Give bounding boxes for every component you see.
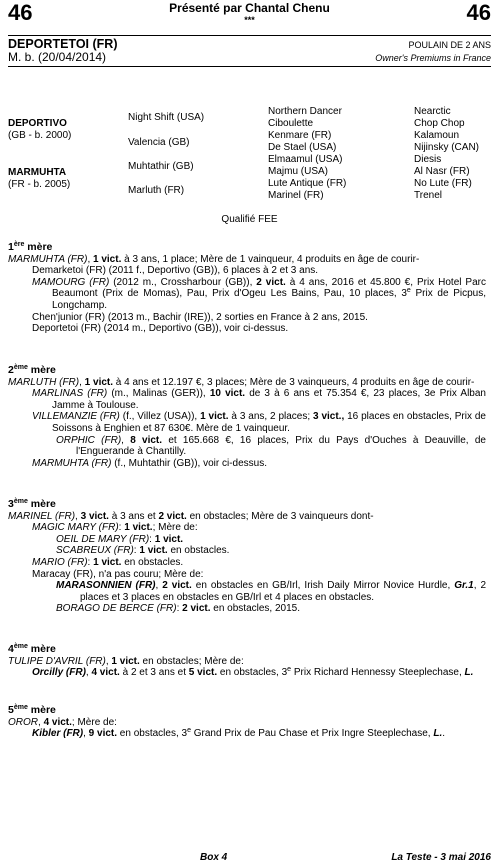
gen4-2: Chop Chop [414, 118, 465, 129]
gen4-8: Trenel [414, 190, 442, 201]
section-title [8, 242, 486, 254]
entry-text: (f., Muhtathir (GB)), voir ci-dessus. [111, 457, 268, 469]
section-third-dam [8, 499, 486, 615]
entry-text: ORPHIC (FR) [56, 434, 122, 446]
entry-text: , [155, 580, 163, 592]
produce-entry [8, 656, 486, 668]
entry-text: Kibler (FR) [32, 728, 84, 740]
entry-text: 2 vict. [256, 276, 286, 288]
entry-text: , 2 places et 3 places en obstacles en GB/Irl et 4 places en obstacles. [80, 580, 487, 603]
gen3-8: Marinel (FR) [268, 190, 324, 201]
section-ordinal: ème [13, 704, 28, 711]
entry-text: 1 vict. [124, 522, 153, 534]
entry-text: 1 vict. [154, 533, 184, 545]
gen3-7: Lute Antique (FR) [268, 178, 347, 189]
sire-name: DEPORTIVO [8, 118, 67, 129]
produce-entry [8, 254, 486, 266]
entry-text: : [118, 522, 125, 534]
produce-entry [8, 545, 486, 557]
entry-text: : [149, 533, 155, 545]
entry-text: , [38, 716, 44, 728]
entry-text: e [187, 727, 191, 735]
produce-entry [8, 458, 486, 470]
entry-text: en obstacles, 3 [117, 728, 188, 740]
entry-text: Gr.1 [454, 580, 474, 592]
gen2-1: Night Shift (USA) [128, 112, 205, 123]
gen3-1: Northern Dancer [268, 106, 342, 117]
entry-text: 1 vict. [93, 556, 122, 568]
gen4-4: Nijinsky (CAN) [414, 142, 479, 153]
produce-entry [8, 388, 486, 411]
entry-text: à 3 ans et [108, 510, 159, 522]
entry-text: à 2 et 3 ans et [119, 667, 189, 679]
section-title [8, 499, 486, 511]
entry-text: 16 places en obstacles, Prix de Soissons à Enghien et 87 630€. Mère de 1 vainqueur. [52, 411, 486, 434]
entry-text: 3 vict., [313, 411, 345, 423]
section-fourth-dam [8, 644, 486, 679]
entry-text: en obstacles en GB/Irl, Irish Daily Mirror Novice Hurdle, [191, 580, 455, 592]
entry-text: Demarketoi (FR) (2011 f., Deportivo (GB)), 6 places à 2 et 3 ans. [32, 265, 319, 277]
entry-text: OEIL DE MARY (FR) [56, 533, 150, 545]
section-number: 3 [8, 498, 14, 510]
section-number: 2 [8, 364, 14, 376]
section-number: 5 [8, 704, 14, 716]
entry-text: , [85, 667, 92, 679]
entry-text: : [133, 545, 140, 557]
entry-text: 3 vict. [80, 510, 109, 522]
entry-text: (2012 m., Crossharbour (GB)), [109, 276, 257, 288]
entry-text: , [83, 728, 89, 740]
section-number: 4 [8, 643, 14, 655]
entry-text: L. [433, 728, 443, 740]
produce-entry [8, 522, 486, 534]
section-ordinal: ème [13, 643, 28, 650]
entry-text: Prix Richard Hennessy Steeplechase, [291, 667, 465, 679]
section-ordinal: ère [13, 241, 25, 248]
entry-text: 1 vict. [93, 253, 122, 265]
entry-text: à 3 ans, 1 place; Mère de 1 vainqueur, 4 produits en âge de courir- [121, 253, 420, 265]
dam-info: (FR - b. 2005) [8, 179, 71, 190]
entry-text: 8 vict. [130, 434, 163, 446]
entry-text: de 3 à 6 ans et 75.354 €, 23 places, 3e Prix Alban Jamme à Toulouse. [52, 388, 486, 411]
entry-text: 4 vict. [43, 716, 72, 728]
section-word: mère [24, 241, 53, 253]
entry-text: : [176, 603, 183, 615]
produce-entry [8, 569, 486, 581]
entry-text: Maracay (FR), n'a pas couru; Mère de: [32, 568, 204, 580]
produce-entry [8, 377, 486, 389]
entry-text: MARMUHTA (FR) [32, 457, 112, 469]
section-ordinal: ème [13, 498, 28, 505]
entry-text: 9 vict. [88, 728, 118, 740]
entry-text: 10 vict. [209, 388, 246, 400]
gen4-5: Diesis [414, 154, 442, 165]
entry-text: BORAGO DE BERCE (FR) [56, 603, 177, 615]
entry-text: en obstacles. [121, 556, 184, 568]
sale-info: La Teste - 3 mai 2016 [391, 852, 491, 863]
produce-entry [8, 603, 486, 615]
entry-text: MAMOURG (FR) [32, 276, 110, 288]
gen4-7: No Lute (FR) [414, 178, 472, 189]
entry-text: 1 vict. [200, 411, 229, 423]
section-title [8, 365, 486, 377]
entry-text: en obstacles; Mère de 3 vainqueurs dont- [186, 510, 374, 522]
section-word: mère [27, 498, 56, 510]
entry-text: e [287, 666, 292, 674]
produce-entry [8, 511, 486, 523]
section-first-dam [8, 242, 486, 335]
section-fifth-dam [8, 705, 486, 740]
entry-text: SCABREUX (FR) [56, 545, 134, 557]
entry-text: en obstacles; Mère de: [139, 655, 244, 667]
lot-number-right: 46 [466, 0, 491, 25]
lot-number-left: 46 [8, 0, 33, 25]
produce-entry [8, 277, 486, 312]
entry-text: OROR [8, 716, 38, 728]
produce-entry [8, 717, 486, 729]
box-number: Box 4 [200, 852, 228, 863]
entry-text: en obstacles. [167, 545, 230, 557]
entry-text: Chen'junior (FR) (2013 m., Bachir (IRE)), 2 sorties en France à 2 ans, 2015. [32, 311, 368, 323]
entry-text: (f., Villez (USA)), [119, 411, 201, 423]
section-title [8, 705, 486, 717]
entry-text: : [87, 556, 94, 568]
entry-text: ; Mère de: [71, 716, 117, 728]
gen4-1: Nearctic [414, 106, 451, 117]
entry-text: e [406, 287, 411, 295]
header-bottom-rule [8, 66, 491, 67]
produce-entry [8, 534, 486, 546]
section-title [8, 644, 486, 656]
section-word: mère [27, 704, 56, 716]
entry-text: MARASONNIEN (FR) [56, 580, 156, 592]
entry-text: ; Mère de: [152, 522, 198, 534]
produce-entry [8, 580, 486, 603]
entry-text: 4 vict. [91, 667, 120, 679]
entry-text: 1 vict. [84, 376, 114, 388]
entry-text: et 165.668 €, 16 places, Prix du Pays d'Ouches à Deauville, de l'Enguerande à Chantilly. [76, 434, 486, 458]
entry-text: MARLUTH (FR) [8, 376, 80, 388]
gen2-3: Muhtathir (GB) [128, 161, 194, 172]
entry-text: Grand Prix de Pau Chase et Prix Ingre Steeplechase, [190, 728, 434, 740]
entry-text: , [105, 655, 112, 667]
produce-entry [8, 557, 486, 569]
section-word: mère [27, 364, 56, 376]
category: POULAIN DE 2 ANS [408, 40, 491, 50]
entry-text: à 3 ans, 2 places; [228, 411, 314, 423]
entry-text: à 4 ans, 2016 et 45.800 €, Prix Hotel Parc Beaumont (Prix de Momas), Pau, Prix d'Ogeu Les Bains, Pau, 10 places, 3 [52, 276, 486, 300]
sire-info: (GB - b. 2000) [8, 130, 72, 141]
gen3-3: Kenmare (FR) [268, 130, 332, 141]
entry-text: 5 vict. [188, 667, 218, 679]
section-ordinal: ème [13, 364, 28, 371]
entry-text: MARLINAS (FR) [32, 388, 108, 400]
qualification: Qualifié FEE [221, 214, 278, 225]
entry-text: VILLEMANZIE (FR) [32, 411, 120, 423]
gen4-3: Kalamoun [414, 130, 460, 141]
horse-desc: M. b. (20/04/2014) [8, 50, 107, 64]
entry-text: MARMUHTA (FR) [8, 253, 88, 265]
produce-entry [8, 411, 486, 434]
header-center [0, 2, 499, 25]
entry-text: Prix de Picpus, Longchamp. [52, 288, 486, 311]
section-word: mère [27, 643, 56, 655]
produce-entry [8, 265, 486, 277]
produce-entry [8, 312, 486, 324]
produce-entry [8, 435, 486, 458]
entry-text: , [79, 376, 85, 388]
entry-text: (m., Malinas (GER)), [107, 388, 210, 400]
top-rule [8, 35, 491, 36]
gen3-6: Majmu (USA) [268, 166, 329, 177]
entry-text: 1 vict. [139, 545, 168, 557]
gen2-4: Marluth (FR) [128, 185, 185, 196]
presenter: Présenté par Chantal Chenu [169, 1, 330, 15]
produce-entry [8, 667, 486, 679]
entry-text: en obstacles, 3 [217, 667, 288, 679]
entry-text: 2 vict. [182, 603, 211, 615]
entry-text: MARIO (FR) [32, 556, 88, 568]
entry-text: 2 vict. [158, 510, 187, 522]
entry-text: à 4 ans et 12.197 €, 3 places; Mère de 3 vainqueurs, 4 produits en âge de courir- [113, 376, 475, 388]
section-number: 1 [8, 241, 14, 253]
entry-text: , [75, 510, 81, 522]
gen3-5: Elmaamul (USA) [268, 154, 343, 165]
entry-text: Orcilly (FR) [32, 667, 86, 679]
section-second-dam [8, 365, 486, 469]
entry-text: 1 vict. [111, 655, 140, 667]
entry-text: Deportetoi (FR) (2014 m., Deportivo (GB)), voir ci-dessus. [32, 323, 289, 335]
gen3-2: Ciboulette [268, 118, 314, 129]
horse-name: DEPORTETOI (FR) [8, 37, 118, 51]
entry-text: . [442, 728, 446, 740]
gen4-6: Al Nasr (FR) [414, 166, 470, 177]
entry-text: TULIPE D'AVRIL (FR) [8, 655, 106, 667]
stars: *** [244, 15, 255, 25]
produce-entry [8, 323, 486, 335]
entry-text: L. [464, 667, 474, 679]
entry-text: MAGIC MARY (FR) [32, 522, 119, 534]
premiums: Owner's Premiums in France [375, 53, 491, 63]
gen2-2: Valencia (GB) [128, 137, 190, 148]
entry-text: MARINEL (FR) [8, 510, 76, 522]
gen3-4: De Stael (USA) [268, 142, 337, 153]
produce-entry [8, 728, 486, 740]
dam-name: MARMUHTA [8, 167, 67, 178]
entry-text: , [121, 434, 131, 446]
entry-text: en obstacles, 2015. [210, 603, 301, 615]
entry-text: , [87, 253, 93, 265]
entry-text: 2 vict. [162, 580, 192, 592]
